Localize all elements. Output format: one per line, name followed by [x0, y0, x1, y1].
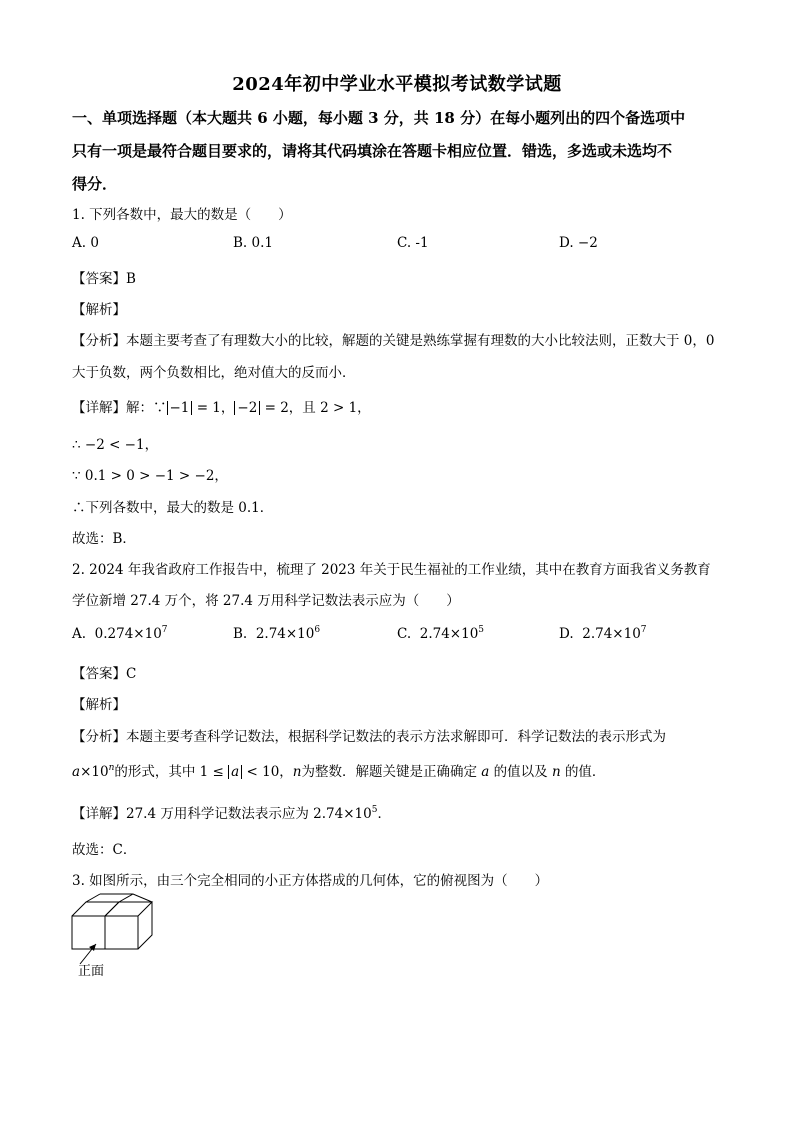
q2-option-c	[397, 626, 484, 642]
absolute-value: −1	[167, 401, 193, 415]
answer-value: B	[126, 271, 136, 287]
q2-detail	[72, 802, 391, 822]
section-heading-line: 得分．	[72, 175, 118, 193]
option-exponent: 7	[640, 625, 647, 635]
fenxi-tag: 【分析】	[72, 729, 126, 745]
math-text: 的值以及	[493, 764, 548, 780]
q2-fenxi-line2	[72, 760, 605, 780]
option-exponent: 6	[314, 625, 321, 635]
section-heading-line: 只有一项是最符合题目要求的，请将其代码填涂在答题卡相应位置．错选，多选或未选均不	[72, 142, 673, 160]
fenxi-text: 本题主要考查科学记数法，根据科学记数法的表示方法求解即可．科学记数法的表示形式为	[126, 729, 666, 745]
detail-text: 解：∵	[126, 400, 167, 416]
option-letter: D.	[559, 626, 574, 642]
detail-text: 27.4 万用科学记数法表示应为 2.74×10	[126, 806, 372, 822]
q1-detail-line1	[72, 396, 371, 416]
question-1-stem: 1. 下列各数中，最大的数是（ ）	[72, 207, 292, 223]
q1-analysis-tag: 【解析】	[72, 302, 126, 318]
fenxi-text: 本题主要考查了有理数大小的比较，解题的关键是熟练掌握有理数的大小比较法则，正数大于 0，0	[126, 333, 715, 349]
q1-fenxi-line2: 大于负数，两个负数相比，绝对值大的反而小．	[72, 365, 356, 381]
detail-tag: 【详解】	[72, 806, 126, 822]
math-text: < 10，	[246, 764, 293, 780]
section-heading	[72, 102, 732, 201]
question-3-stem: 3. 如图所示，由三个完全相同的小正方体搭成的几何体，它的俯视图为（ ）	[72, 873, 549, 889]
detail-tag: 【详解】	[72, 400, 126, 416]
math-var: n	[551, 764, 561, 780]
absolute-value: −2	[234, 401, 260, 415]
q2-option-a	[72, 626, 168, 642]
option-letter: A.	[72, 626, 87, 642]
q2-analysis-tag: 【解析】	[72, 697, 126, 713]
answer-tag: 【答案】	[72, 666, 126, 682]
q1-option-c: C. -1	[397, 235, 429, 251]
option-base: 2.74×10	[582, 626, 641, 642]
q2-option-b	[233, 626, 320, 642]
q2-choose: 故选：C．	[72, 842, 137, 858]
math-var: n	[292, 764, 302, 780]
question-2-stem-line1: 2. 2024 年我省政府工作报告中，梳理了 2023 年关于民生福祉的工作业绩，其中在教育方面我省义务教育	[72, 562, 711, 578]
math-exponent: n	[108, 763, 115, 773]
math-text: 为整数．解题关键是正确确定	[301, 764, 477, 780]
cube-figure	[66, 892, 156, 986]
detail-text: = 2，且 2 > 1，	[264, 400, 371, 416]
option-base: 2.74×10	[419, 626, 479, 642]
answer-value: C	[126, 666, 137, 682]
math-var: a	[481, 764, 490, 780]
option-base: 0.274×10	[94, 626, 162, 642]
q2-answer	[72, 662, 136, 682]
absolute-value: a	[228, 765, 242, 779]
q1-option-d: D. −2	[559, 235, 598, 251]
math-text: ×10	[80, 764, 109, 780]
option-exponent: 5	[478, 625, 485, 635]
question-2-stem-line2: 学位新增 27.4 万个，将 27.4 万用科学记数法表示应为（ ）	[72, 593, 460, 609]
fenxi-tag: 【分析】	[72, 333, 126, 349]
math-var: a	[72, 764, 81, 780]
detail-text: = 1，	[196, 400, 235, 416]
q1-option-b: B. 0.1	[233, 235, 273, 251]
q2-option-d	[559, 626, 647, 642]
q2-fenxi	[72, 725, 666, 745]
option-letter: B.	[233, 626, 248, 642]
option-base: 2.74×10	[255, 626, 315, 642]
q1-detail-line4: ∴下列各数中，最大的数是 0.1．	[72, 500, 274, 516]
q1-choose: 故选：B．	[72, 531, 136, 547]
q1-answer	[72, 267, 136, 287]
option-letter: C.	[397, 626, 412, 642]
q1-fenxi	[72, 329, 714, 349]
section-heading-line: 一、单项选择题（本大题共 6 小题，每小题 3 分，共 18 分）在每小题列出的四个备选项中	[72, 109, 686, 127]
answer-tag: 【答案】	[72, 271, 126, 287]
math-text: 的形式，其中 1 ≤	[114, 764, 224, 780]
q1-detail-line3: ∵ 0.1 > 0 > −1 > −2，	[72, 468, 228, 484]
q1-option-a: A. 0	[72, 235, 99, 251]
front-label: 正面	[78, 964, 105, 979]
detail-text: ．	[377, 806, 391, 822]
q1-detail-line2: ∴ −2 < −1，	[72, 437, 159, 453]
math-text: 的值．	[564, 764, 606, 780]
page-title: 2024年初中学业水平模拟考试数学试题	[232, 74, 562, 95]
option-exponent: 7	[161, 625, 168, 635]
detail-exponent: 5	[371, 805, 378, 815]
